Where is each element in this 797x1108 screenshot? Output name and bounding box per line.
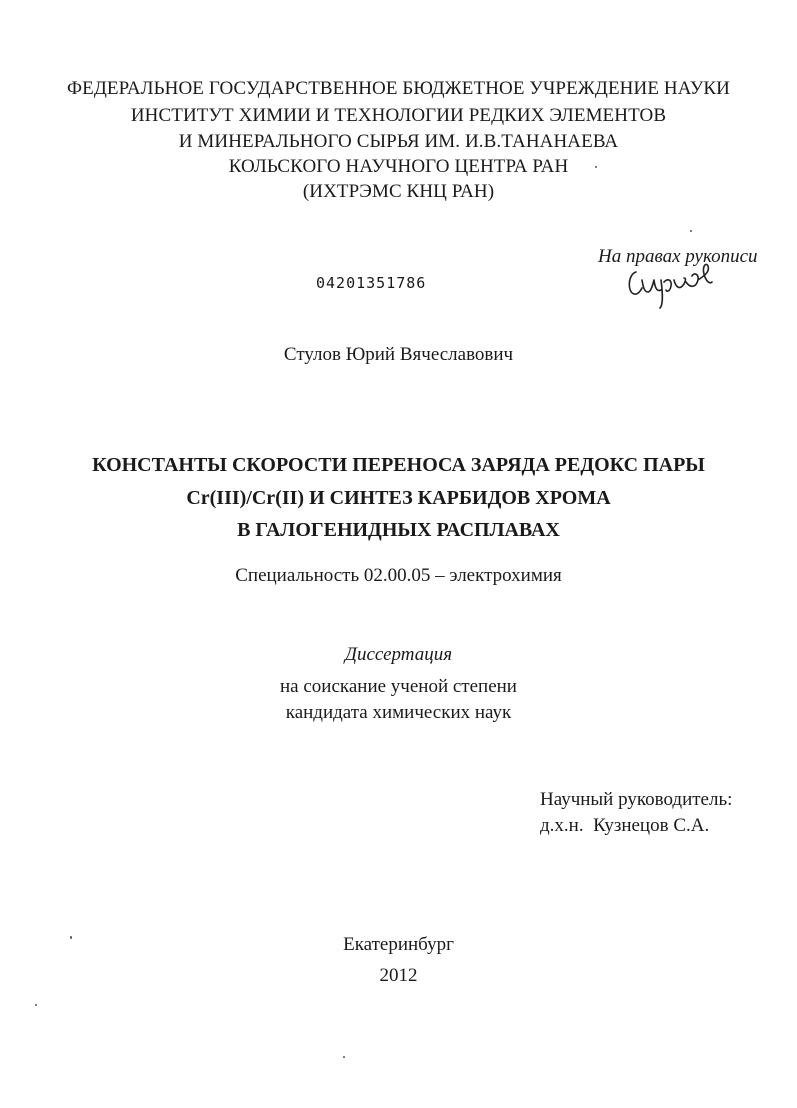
city: Екатеринбург xyxy=(343,934,454,955)
manuscript-note: На правах рукописи xyxy=(598,246,758,267)
institution-line-4: КОЛЬСКОГО НАУЧНОГО ЦЕНТРА РАН xyxy=(228,156,569,177)
title-line-2: Cr(III)/Cr(II) И СИНТЕЗ КАРБИДОВ ХРОМА xyxy=(186,487,611,509)
scan-speck xyxy=(343,1056,345,1058)
title-line-1: КОНСТАНТЫ СКОРОСТИ ПЕРЕНОСА ЗАРЯДА РЕДОКС ПАРЫ xyxy=(92,454,705,476)
author-name: Стулов Юрий Вячеславович xyxy=(283,344,514,365)
specialty: Специальность 02.00.05 – электрохимия xyxy=(235,565,562,586)
institution-line-5: (ИХТРЭМС КНЦ РАН) xyxy=(302,181,495,202)
institution-line-2: ИНСТИТУТ ХИМИИ И ТЕХНОЛОГИИ РЕДКИХ ЭЛЕМЕНТОВ xyxy=(130,105,667,126)
catalog-number: 04201351786 xyxy=(316,274,427,292)
signature xyxy=(624,262,716,312)
scan-speck xyxy=(70,936,72,939)
scan-speck xyxy=(595,166,597,168)
supervisor-name: д.х.н. Кузнецов С.А. xyxy=(540,815,710,836)
title-line-3: В ГАЛОГЕНИДНЫХ РАСПЛАВАХ xyxy=(237,519,560,541)
supervisor-label: Научный руководитель: xyxy=(540,789,733,810)
scan-speck xyxy=(690,230,692,232)
degree-purpose-line-2: кандидата химических наук xyxy=(285,702,512,723)
scan-speck xyxy=(35,1004,37,1006)
institution-line-1: ФЕДЕРАЛЬНОЕ ГОСУДАРСТВЕННОЕ БЮДЖЕТНОЕ УЧРЕЖДЕНИЕ НАУКИ xyxy=(67,78,730,99)
institution-line-3: И МИНЕРАЛЬНОГО СЫРЬЯ ИМ. И.В.ТАНАНАЕВА xyxy=(178,131,619,152)
year: 2012 xyxy=(379,965,418,986)
dissertation-type: Диссертация xyxy=(344,644,453,665)
degree-purpose-line-1: на соискание ученой степени xyxy=(280,676,517,697)
